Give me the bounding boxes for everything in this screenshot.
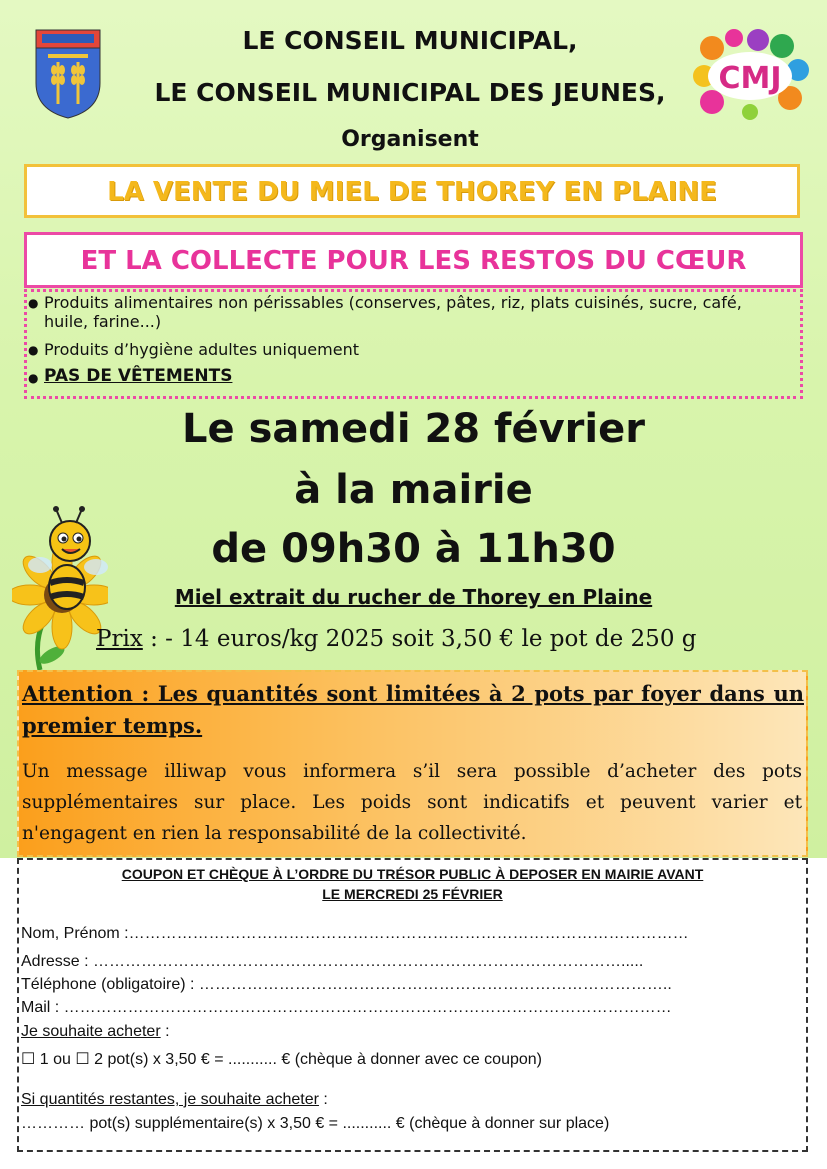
coupon-title: [17, 864, 808, 904]
price-text: : - 14 euros/kg 2025 soit 3,50 € le pot de 250 g: [142, 626, 697, 652]
attention-title: Attention : Les quantités sont limitées à 2 pots par foyer dans un premier temps.: [22, 681, 804, 738]
coupon-restantes-suffix: :: [318, 1091, 328, 1108]
coupon-telephone-field[interactable]: Téléphone (obligatoire) : ……………………………………………………………………………..: [21, 976, 672, 993]
coupon-title-line-1: COUPON ET CHÈQUE À L’ORDRE DU TRÉSOR PUBLIC À DEPOSER EN MAIRIE AVANT: [121, 866, 704, 882]
banner-collecte-restos: ET LA COLLECTE POUR LES RESTOS DU CŒUR: [24, 232, 803, 288]
banner-vente-miel: LA VENTE DU MIEL DE THOREY EN PLAINE: [24, 164, 800, 218]
price-label: Prix: [96, 626, 143, 652]
cmj-logo-text: CMJ: [718, 61, 782, 96]
cmj-logo: [690, 26, 810, 122]
header-line-2: LE CONSEIL MUNICIPAL DES JEUNES,: [154, 78, 666, 107]
coupon-souhaite-text: Je souhaite acheter: [21, 1023, 161, 1040]
coupon-adresse-field[interactable]: Adresse : ……………………………………………………………………………………….....: [21, 953, 644, 970]
event-date: Le samedi 28 février: [182, 406, 645, 452]
attention-body: Un message illiwap vous informera s’il sera possible d’acheter des pots supplémentaires sur place. Les poids sont indicatifs et peuvent varier et n'engagent en rien la responsabilité de la collectivité.: [22, 761, 802, 844]
coupon-mail-field[interactable]: Mail : ……………………………………………………………………………………………………: [21, 999, 672, 1016]
coupon-restantes-label: [21, 1091, 328, 1109]
coupon-nom-field[interactable]: Nom, Prénom :……………………………………………………………………………………………: [21, 925, 689, 942]
coupon-supplementaires-field[interactable]: ………… pot(s) supplémentaire(s) x 3,50 € = ........... € (chèque à donner sur place): [21, 1115, 610, 1132]
coupon-title-line-2: LE MERCREDI 25 FÉVRIER: [322, 886, 503, 902]
town-crest-icon: [34, 28, 102, 120]
coupon-pot-choice[interactable]: ☐ 1 ou ☐ 2 pot(s) x 3,50 € = ........... € (chèque à donner avec ce coupon): [21, 1051, 542, 1068]
miel-origin: Miel extrait du rucher de Thorey en Plaine: [174, 585, 653, 609]
bullet-icon: ●: [28, 343, 39, 357]
collecte-item: Produits d’hygiène adultes uniquement: [44, 340, 359, 359]
collecte-item-no-clothes: PAS DE VÊTEMENTS: [44, 366, 233, 386]
header-line-1: LE CONSEIL MUNICIPAL,: [242, 26, 578, 55]
event-time: de 09h30 à 11h30: [211, 526, 616, 572]
event-location: à la mairie: [294, 467, 533, 513]
coupon-souhaite-label: [21, 1023, 170, 1041]
header-organisent: Organisent: [341, 127, 479, 152]
collecte-item: Produits alimentaires non périssables (conserves, pâtes, riz, plats cuisinés, sucre, café, huile, farine...): [44, 293, 742, 331]
coupon-restantes-text: Si quantités restantes, je souhaite acheter: [21, 1091, 319, 1108]
price-line: [96, 626, 697, 652]
bullet-icon: ●: [28, 371, 39, 385]
bullet-icon: ●: [28, 296, 39, 310]
coupon-souhaite-suffix: :: [160, 1023, 170, 1040]
